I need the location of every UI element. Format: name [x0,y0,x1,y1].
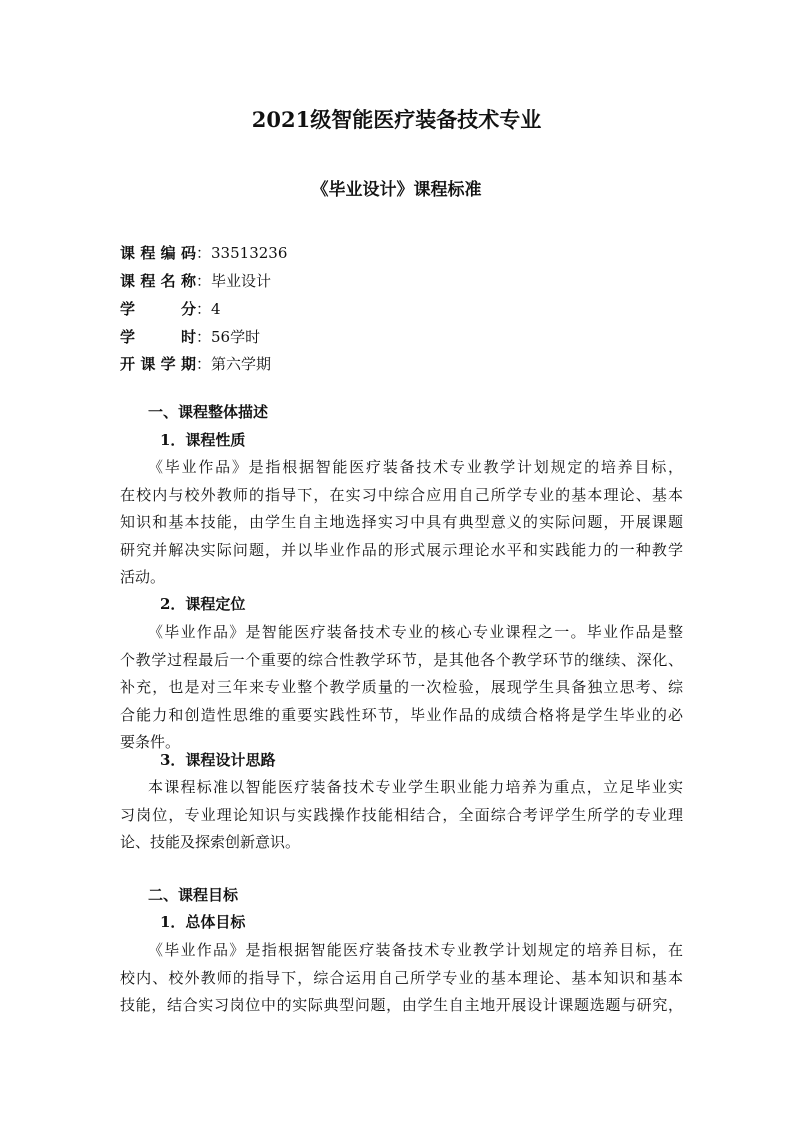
paragraph-line: 本课程标准以智能医疗装备技术专业学生职业能力培养为重点，立足毕业实 [148,778,683,796]
info-value: 第六学期 [211,355,272,373]
paragraph-line: 补充，也是对三年来专业整个教学质量的一次检验，展现学生具备独立思考、综 [120,678,683,697]
subsection-heading: 1．课程性质 [160,431,246,449]
colon: ： [196,272,212,290]
paragraph-line: 《毕业作品》是智能医疗装备技术专业的核心专业课程之一。毕业作品是整 [148,623,683,641]
subsection-heading: 3．课程设计思路 [160,751,276,769]
paragraph-line: 习岗位，专业理论知识与实践操作技能相结合，全面综合考评学生所学的专业理 [120,805,683,824]
paragraph-line: 《毕业作品》是指根据智能医疗装备技术专业教学计划规定的培养目标， [148,458,683,476]
document-title: 2021级智能医疗装备技术专业 [251,107,542,132]
section-heading: 一、课程整体描述 [148,403,269,421]
paragraph-line: 论、技能及探索创新意识。 [120,833,301,852]
info-row [120,242,287,263]
section-heading: 二、课程目标 [148,886,239,904]
paragraph-line: 活动。 [120,568,166,587]
info-label: 课程名称 [120,272,196,290]
colon: ： [196,300,212,318]
paragraph-line: 技能，结合实习岗位中的实际典型问题，由学生自主地开展设计课题选题与研究， [120,996,683,1015]
info-row [120,298,221,319]
paragraph-line: 《毕业作品》是指根据智能医疗装备技术专业教学计划规定的培养目标，在 [148,941,683,959]
paragraph-line: 在校内与校外教师的指导下，在实习中综合应用自己所学专业的基本理论、基本 [120,485,683,504]
info-row [120,270,271,291]
colon: ： [196,244,212,262]
paragraph-line: 知识和基本技能，由学生自主地选择实习中具有典型意义的实际问题，开展课题 [120,513,683,532]
info-value: 56学时 [211,328,261,346]
info-label: 学时 [120,328,196,346]
info-row [120,326,260,347]
info-label: 开课学期 [120,355,196,373]
info-value: 33513236 [211,244,288,262]
subsection-heading: 2．课程定位 [160,595,246,613]
paragraph-line: 个教学过程最后一个重要的综合性教学环节，是其他各个教学环节的继续、深化、 [120,650,683,669]
colon: ： [196,355,212,373]
paragraph-line: 要条件。 [120,733,181,752]
document-subtitle: 《毕业设计》课程标准 [311,180,482,200]
info-label: 学分 [120,300,196,318]
info-value: 4 [211,300,221,318]
info-row [120,353,271,374]
colon: ： [196,328,212,346]
paragraph-line: 研究并解决实际问题，并以毕业作品的形式展示理论水平和实践能力的一种教学 [120,540,683,559]
subsection-heading: 1．总体目标 [160,913,246,931]
paragraph-line: 合能力和创造性思维的重要实践性环节，毕业作品的成绩合格将是学生毕业的必 [120,705,683,724]
paragraph-line: 校内、校外教师的指导下，综合运用自己所学专业的基本理论、基本知识和基本 [120,968,683,987]
info-value: 毕业设计 [211,272,272,290]
info-label: 课程编码 [120,244,196,262]
